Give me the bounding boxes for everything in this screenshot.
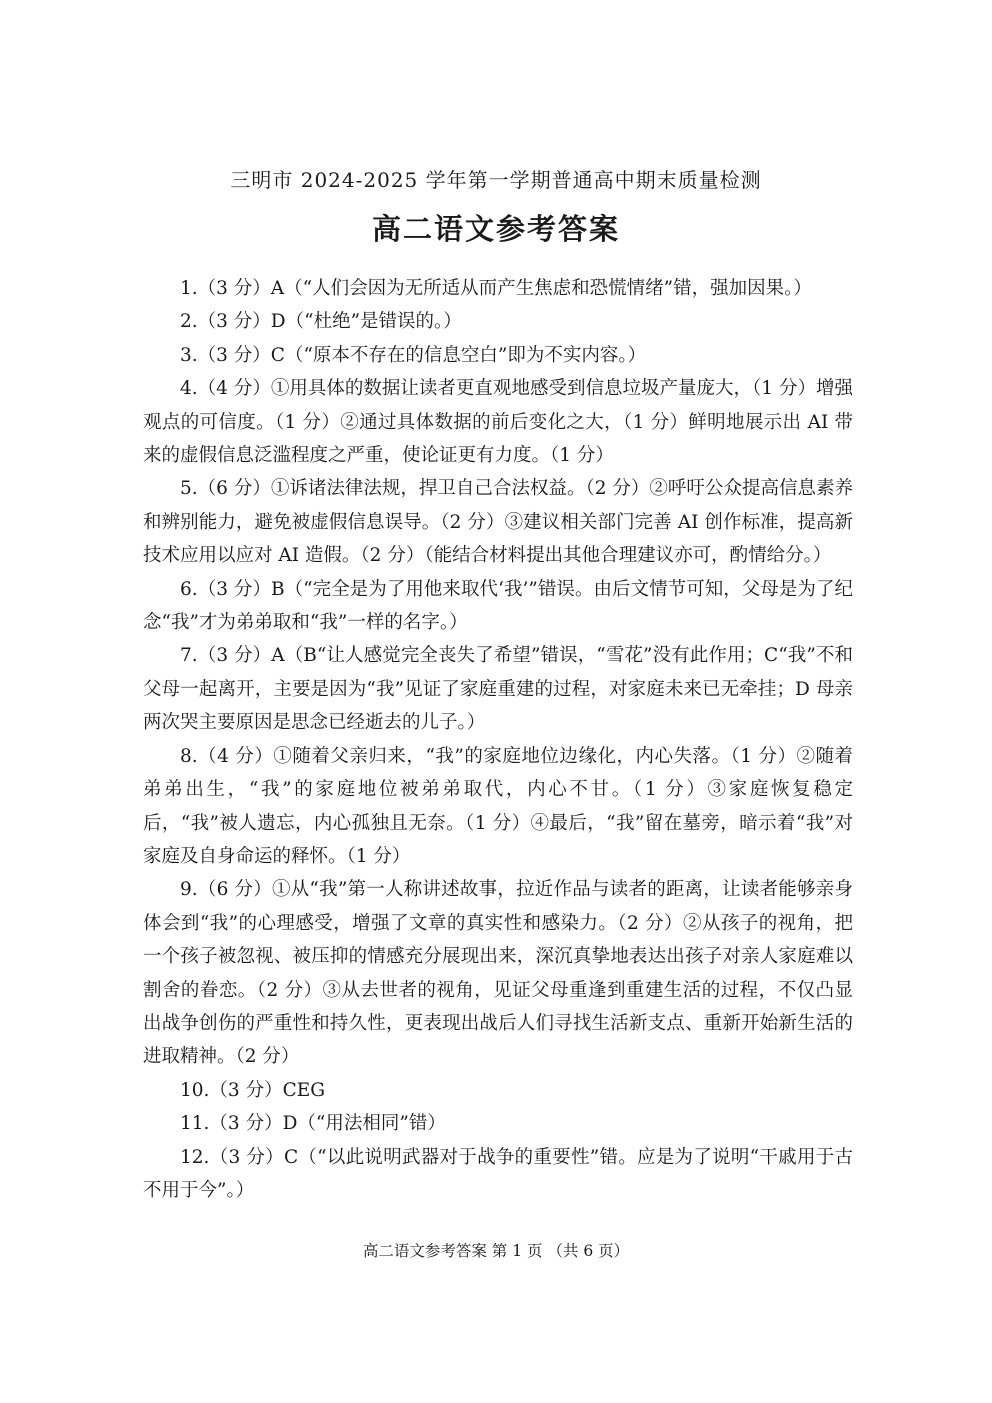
answer-item-3: 3.（3 分）C（“原本不存在的信息空白”即为不实内容。） <box>180 344 647 366</box>
answer-item-5: 5.（6 分）①诉诸法律法规，捍卫自己合法权益。（2 分）②呼吁公众提高信息素养和辨别能力，避免被虚假信息误导。（2 分）③建议相关部门完善 AI 创作标准，提高新技术应用以应对 AI 造假。（2 分）（能结合材料提出其他合理建议亦可，酌情给分。） <box>143 478 853 567</box>
answer-item-9: 9.（6 分）①从“我”第一人称讲述故事，拉近作品与读者的距离，让读者能够亲身体会到“我”的心理感受，增强了文章的真实性和感染力。（2 分）②从孩子的视角，把一个孩子被忽视、被压抑的情感充分展现出来，深沉真挚地表达出孩子对亲人家庭难以割舍的眷恋。（2 分）③从去世者的视角，见证父母重逢到重建生活的过程，不仅凸显出战争创伤的严重性和持久性，更表现出战后人们寻找生活新支点、重新开始新生活的进取精神。（2 分） <box>143 879 853 1068</box>
page-title: 高二语文参考答案 <box>371 212 620 246</box>
page-footer: 高二语文参考答案 第 1 页 （共 6 页） <box>362 1242 630 1260</box>
answer-item-4: 4.（4 分）①用具体的数据让读者更直观地感受到信息垃圾产量庞大，（1 分）增强观点的可信度。（1 分）②通过具体数据的前后变化之大，（1 分）鲜明地展示出 AI 带来的虚假信息泛滥程度之严重，使论证更有力度。（1 分） <box>143 378 853 467</box>
answer-item-7: 7.（3 分）A（B“让人感觉完全丧失了希望”错误，“雪花”没有此作用；C“我”不和父母一起离开，主要是因为“我”见证了家庭重建的过程，对家庭未来已无牵挂；D 母亲两次哭主要原因是思念已经逝去的儿子。） <box>143 645 853 734</box>
answer-item-8: 8.（4 分）①随着父亲归来，“我”的家庭地位边缘化，内心失落。（1 分）②随着弟弟出生，“我”的家庭地位被弟弟取代，内心不甘。（1 分）③家庭恢复稳定后，“我”被人遗忘，内心孤独且无奈。（1 分）④最后，“我”留在墓旁，暗示着“我”对家庭及自身命运的释怀。（1 分） <box>143 745 853 867</box>
answer-list <box>143 272 853 1207</box>
answer-item-11: 11.（3 分）D（“用法相同”错） <box>180 1113 446 1135</box>
exam-subtitle: 三明市 2024-2025 学年第一学期普通高中期末质量检测 <box>230 168 762 192</box>
answer-item-2: 2.（3 分）D（“杜绝”是错误的。） <box>180 311 462 333</box>
answer-item-10: 10.（3 分）CEG <box>180 1079 326 1101</box>
answer-item-6: 6.（3 分）B（“完全是为了用他来取代‘我’”错误。由后文情节可知，父母是为了纪念“我”才为弟弟取和“我”一样的名字。） <box>143 578 853 634</box>
answer-item-1: 1.（3 分）A（“人们会因为无所适从而产生焦虑和恐慌情绪”错，强加因果。） <box>180 278 812 299</box>
answer-item-12: 12.（3 分）C（“以此说明武器对于战争的重要性”错。应是为了说明“干戚用于古不用于今”。） <box>143 1146 853 1201</box>
